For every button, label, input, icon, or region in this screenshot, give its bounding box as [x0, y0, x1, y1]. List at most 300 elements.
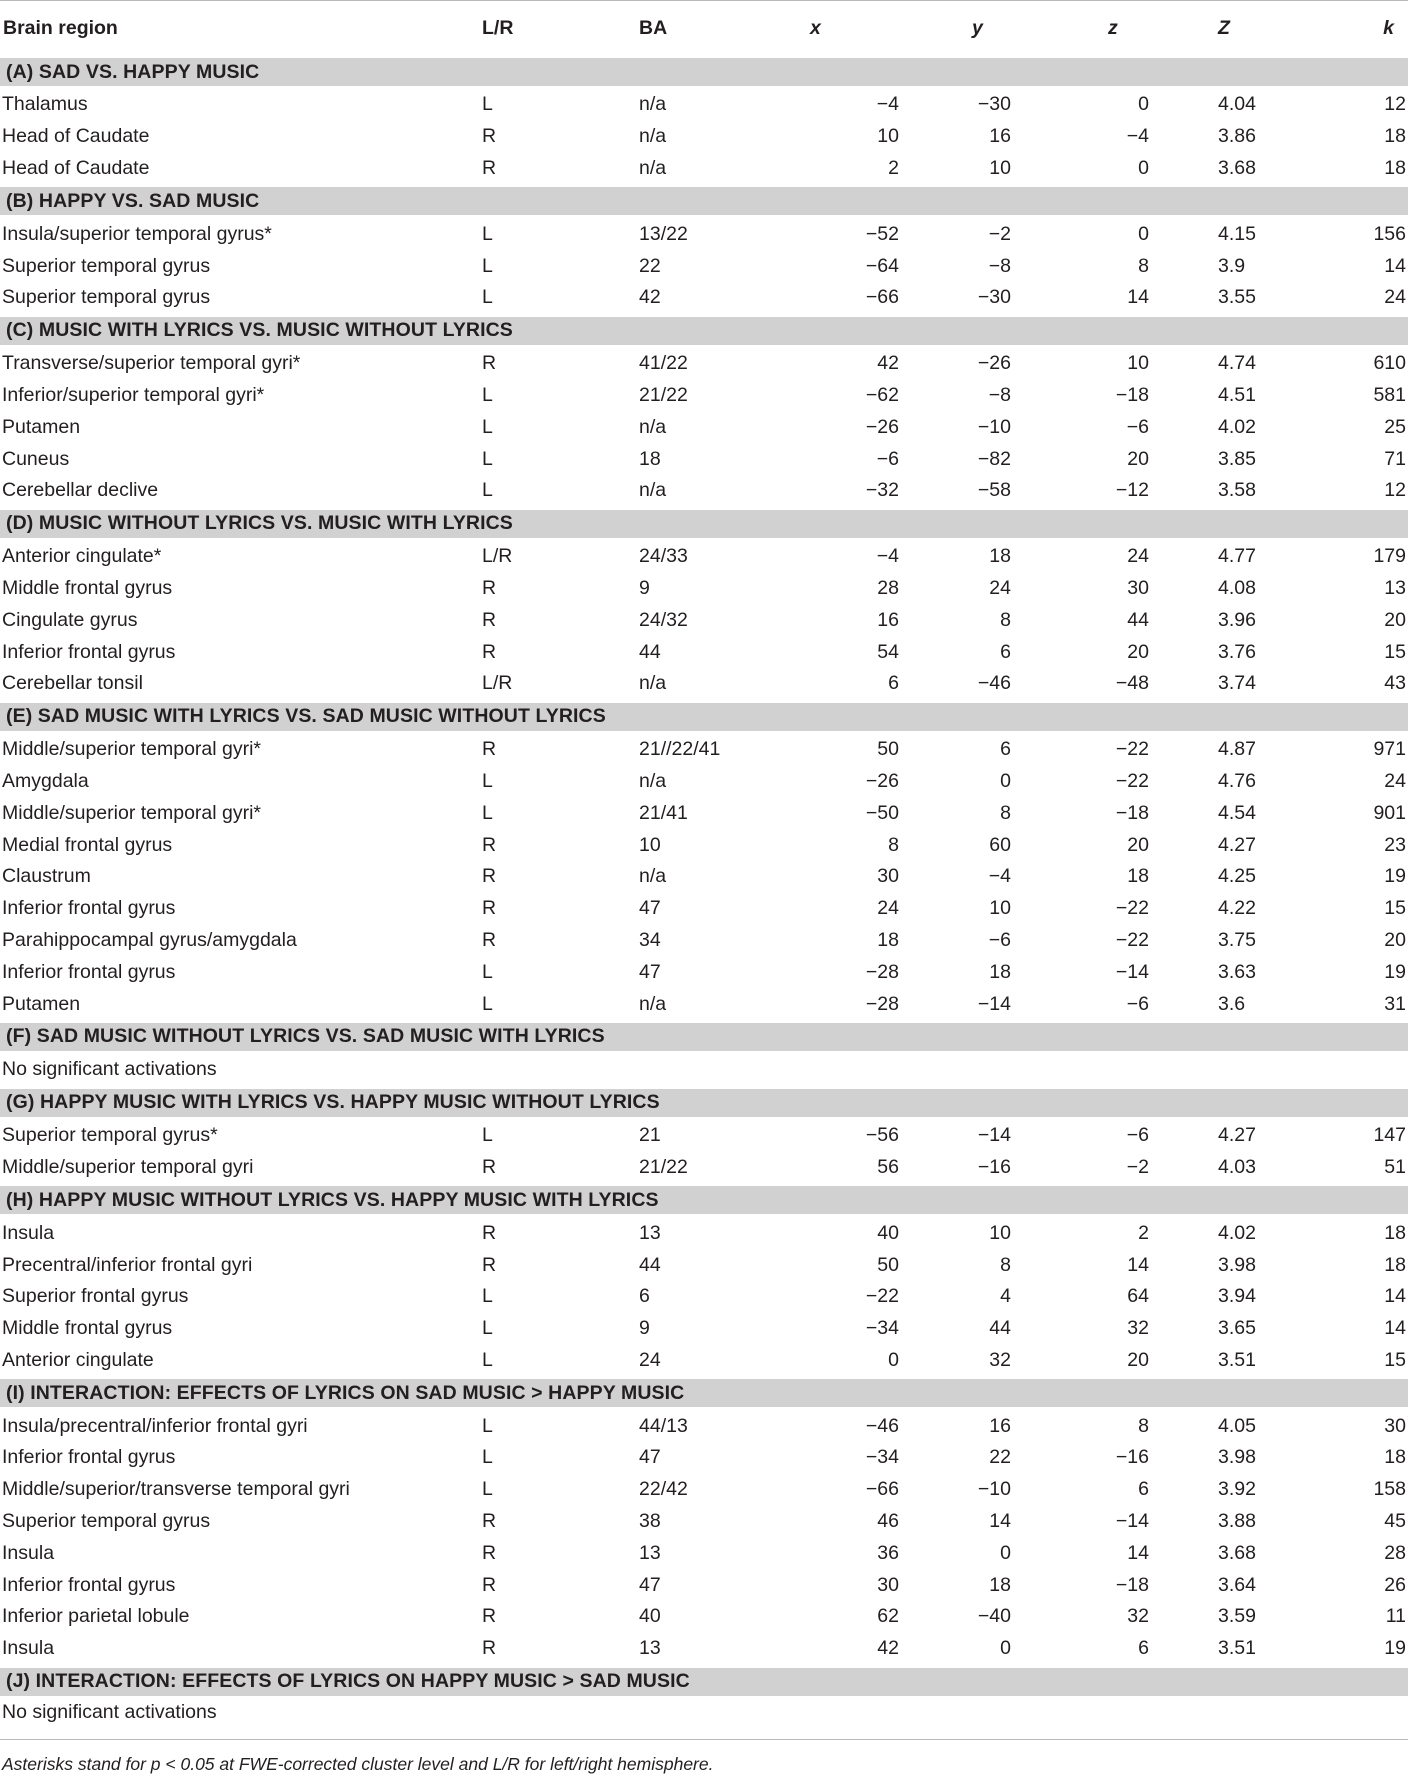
cell-z: 24	[1127, 545, 1149, 568]
cell-cluster-size: 18	[1384, 1221, 1406, 1244]
table-row	[0, 1281, 1408, 1313]
cell-Z-score: 3.75	[1218, 928, 1256, 951]
cell-hemisphere: R	[482, 1253, 497, 1276]
cell-z: −22	[1115, 738, 1149, 761]
cell-z: 30	[1127, 576, 1149, 599]
cell-hemisphere: L	[482, 801, 493, 824]
cell-x: −34	[865, 1446, 899, 1469]
cell-Z-score: 3.88	[1218, 1510, 1256, 1533]
cell-y: 60	[989, 833, 1011, 856]
section-title: (I) INTERACTION: EFFECTS OF LYRICS ON SAD MUSIC > HAPPY MUSIC	[0, 1378, 1408, 1409]
cell-cluster-size: 12	[1384, 93, 1406, 116]
cell-brodmann-area: 21/41	[639, 801, 688, 824]
cell-hemisphere: R	[482, 865, 497, 888]
cell-brain-region: Inferior/superior temporal gyri*	[2, 383, 265, 406]
cell-brain-region: Cuneus	[2, 447, 70, 470]
cell-x: −64	[865, 254, 899, 277]
cell-x: 46	[877, 1510, 899, 1533]
table-row	[0, 1601, 1408, 1633]
cell-Z-score: 3.55	[1218, 286, 1256, 309]
cell-Z-score: 3.76	[1218, 640, 1256, 663]
section-header-row	[0, 315, 1408, 346]
cell-brain-region: Middle/superior/transverse temporal gyri	[2, 1478, 350, 1501]
cell-hemisphere: L	[482, 1124, 493, 1147]
cell-hemisphere: R	[482, 576, 497, 599]
section-title: (H) HAPPY MUSIC WITHOUT LYRICS VS. HAPPY MUSIC WITH LYRICS	[0, 1185, 1408, 1216]
cell-x: 2	[888, 156, 899, 179]
table-row	[0, 250, 1408, 282]
cell-cluster-size: 147	[1373, 1124, 1406, 1147]
cell-cluster-size: 26	[1384, 1573, 1406, 1596]
section-title: (F) SAD MUSIC WITHOUT LYRICS VS. SAD MUSIC WITH LYRICS	[0, 1021, 1408, 1052]
table-row	[0, 732, 1408, 765]
cell-brodmann-area: 47	[639, 897, 661, 920]
cell-x: −66	[865, 1478, 899, 1501]
cell-y: −46	[977, 672, 1011, 695]
no-activations-note: No significant activations	[0, 1697, 1408, 1739]
cell-brain-region: Inferior frontal gyrus	[2, 897, 176, 920]
cell-z: 14	[1127, 1253, 1149, 1276]
cell-cluster-size: 18	[1384, 1253, 1406, 1276]
cell-brain-region: Middle/superior temporal gyri	[2, 1155, 254, 1178]
cell-y: 6	[1000, 640, 1011, 663]
cell-brodmann-area: 47	[639, 1573, 661, 1596]
cell-x: 8	[888, 833, 899, 856]
cell-z: −22	[1115, 928, 1149, 951]
cell-brodmann-area: 40	[639, 1605, 661, 1628]
cell-cluster-size: 18	[1384, 156, 1406, 179]
cell-Z-score: 4.05	[1218, 1414, 1256, 1437]
cell-brain-region: Amygdala	[2, 769, 89, 792]
header-row	[0, 1, 1408, 57]
cell-cluster-size: 23	[1384, 833, 1406, 856]
cell-hemisphere: R	[482, 608, 497, 631]
cell-z: 20	[1127, 447, 1149, 470]
cell-Z-score: 3.64	[1218, 1573, 1256, 1596]
section-header-row	[0, 1185, 1408, 1216]
cell-brodmann-area: 41/22	[639, 352, 688, 375]
section-title: (C) MUSIC WITH LYRICS VS. MUSIC WITHOUT LYRICS	[0, 315, 1408, 346]
cell-y: 4	[1000, 1285, 1011, 1308]
cell-y: −14	[977, 992, 1011, 1015]
cell-cluster-size: 610	[1373, 352, 1406, 375]
cell-y: 6	[1000, 738, 1011, 761]
cell-y: 18	[989, 545, 1011, 568]
table-footnote: Asterisks stand for p < 0.05 at FWE-corrected cluster level and L/R for left/right hemisphere.	[2, 1753, 714, 1774]
cell-hemisphere: R	[482, 738, 497, 761]
cell-Z-score: 4.25	[1218, 865, 1256, 888]
table-row	[0, 1216, 1408, 1249]
cell-y: 18	[989, 960, 1011, 983]
cell-Z-score: 4.74	[1218, 352, 1256, 375]
cell-hemisphere: L	[482, 992, 493, 1015]
cell-hemisphere: R	[482, 897, 497, 920]
cell-cluster-size: 19	[1384, 1637, 1406, 1660]
table-row	[0, 1442, 1408, 1474]
cell-Z-score: 4.27	[1218, 1124, 1256, 1147]
table-row	[0, 539, 1408, 572]
cell-z: 0	[1138, 222, 1149, 245]
cell-x: −62	[865, 383, 899, 406]
cell-z: −16	[1115, 1446, 1149, 1469]
cell-Z-score: 3.58	[1218, 479, 1256, 502]
cell-Z-score: 3.68	[1218, 156, 1256, 179]
table-row	[0, 668, 1408, 701]
cell-brain-region: Inferior frontal gyrus	[2, 960, 176, 983]
cell-Z-score: 3.9	[1218, 254, 1246, 277]
cell-x: 62	[877, 1605, 899, 1628]
cell-x: −4	[876, 93, 899, 116]
table-row	[0, 1313, 1408, 1345]
cell-Z-score: 3.51	[1218, 1348, 1256, 1371]
cell-z: 8	[1138, 254, 1149, 277]
cell-brain-region: Inferior frontal gyrus	[2, 640, 176, 663]
cell-brodmann-area: 42	[639, 286, 661, 309]
cell-x: −4	[876, 545, 899, 568]
cell-cluster-size: 71	[1384, 447, 1406, 470]
cell-cluster-size: 14	[1384, 254, 1406, 277]
cell-cluster-size: 15	[1384, 897, 1406, 920]
cell-Z-score: 4.22	[1218, 897, 1256, 920]
cell-cluster-size: 24	[1384, 769, 1406, 792]
cell-cluster-size: 20	[1384, 608, 1406, 631]
section-header-row	[0, 57, 1408, 88]
cell-hemisphere: R	[482, 156, 497, 179]
cell-Z-score: 4.87	[1218, 738, 1256, 761]
cell-z: −6	[1126, 415, 1149, 438]
cell-Z-score: 4.54	[1218, 801, 1256, 824]
cell-z: 2	[1138, 1221, 1149, 1244]
cell-brodmann-area: n/a	[639, 125, 667, 148]
cell-x: 42	[877, 352, 899, 375]
cell-y: 44	[989, 1317, 1011, 1340]
cell-brain-region: Transverse/superior temporal gyri*	[2, 352, 301, 375]
cell-brain-region: Cerebellar tonsil	[2, 672, 143, 695]
table-row	[0, 956, 1408, 988]
table-row	[0, 1537, 1408, 1569]
cell-hemisphere: L	[482, 254, 493, 277]
cell-cluster-size: 581	[1373, 383, 1406, 406]
cell-z: 6	[1138, 1637, 1149, 1660]
cell-x: −50	[865, 801, 899, 824]
cell-hemisphere: R	[482, 1510, 497, 1533]
cell-x: −28	[865, 960, 899, 983]
cell-x: 42	[877, 1637, 899, 1660]
cell-Z-score: 3.65	[1218, 1317, 1256, 1340]
cell-hemisphere: R	[482, 928, 497, 951]
cell-brain-region: Inferior frontal gyrus	[2, 1446, 176, 1469]
cell-hemisphere: R	[482, 1155, 497, 1178]
cell-x: 0	[888, 1348, 899, 1371]
cell-Z-score: 3.92	[1218, 1478, 1256, 1501]
cell-cluster-size: 15	[1384, 1348, 1406, 1371]
cell-hemisphere: L	[482, 1285, 493, 1308]
cell-cluster-size: 20	[1384, 928, 1406, 951]
cell-brodmann-area: 10	[639, 833, 661, 856]
cell-brodmann-area: 21//22/41	[639, 738, 721, 761]
table-row	[0, 475, 1408, 508]
table-row	[0, 1249, 1408, 1281]
cell-brain-region: Superior temporal gyrus	[2, 254, 211, 277]
cell-z: 0	[1138, 93, 1149, 116]
cell-Z-score: 4.15	[1218, 222, 1256, 245]
cell-x: −34	[865, 1317, 899, 1340]
cell-cluster-size: 158	[1373, 1478, 1406, 1501]
cell-brodmann-area: 18	[639, 447, 661, 470]
header-y: y	[920, 1, 1056, 57]
cell-brodmann-area: 13	[639, 1221, 661, 1244]
cell-brain-region: Anterior cingulate*	[2, 545, 162, 568]
cell-y: 8	[1000, 801, 1011, 824]
cell-cluster-size: 51	[1384, 1155, 1406, 1178]
cell-z: 18	[1127, 865, 1149, 888]
cell-y: 16	[989, 1414, 1011, 1437]
cell-brain-region: Medial frontal gyrus	[2, 833, 173, 856]
section-header-row	[0, 1378, 1408, 1409]
cell-x: 56	[877, 1155, 899, 1178]
cell-brodmann-area: 44	[639, 1253, 661, 1276]
cell-brain-region: Precentral/inferior frontal gyri	[2, 1253, 253, 1276]
cell-cluster-size: 179	[1373, 545, 1406, 568]
cell-hemisphere: R	[482, 1605, 497, 1628]
cell-z: −18	[1115, 1573, 1149, 1596]
cell-cluster-size: 11	[1385, 1605, 1406, 1628]
cell-y: −30	[977, 93, 1011, 116]
cell-z: 32	[1127, 1605, 1149, 1628]
section-header-row	[0, 1666, 1408, 1697]
cell-hemisphere: R	[482, 1573, 497, 1596]
cell-z: 8	[1138, 1414, 1149, 1437]
cell-brain-region: Putamen	[2, 992, 81, 1015]
cell-brodmann-area: 22/42	[639, 1478, 688, 1501]
cell-cluster-size: 13	[1384, 576, 1406, 599]
cell-z: −2	[1126, 1155, 1149, 1178]
cell-hemisphere: L	[482, 1478, 493, 1501]
cell-brain-region: Cingulate gyrus	[2, 608, 138, 631]
cell-z: 44	[1127, 608, 1149, 631]
cell-brodmann-area: 6	[639, 1285, 650, 1308]
cell-z: −14	[1115, 960, 1149, 983]
cell-x: 40	[877, 1221, 899, 1244]
cell-Z-score: 4.77	[1218, 545, 1256, 568]
cell-hemisphere: L	[482, 1446, 493, 1469]
cell-brain-region: Claustrum	[2, 865, 91, 888]
cell-z: 20	[1127, 833, 1149, 856]
cell-cluster-size: 15	[1384, 640, 1406, 663]
table-row	[0, 604, 1408, 636]
cell-x: 10	[877, 125, 899, 148]
cell-cluster-size: 901	[1373, 801, 1406, 824]
cell-brain-region: Middle frontal gyrus	[2, 576, 173, 599]
cell-z: 14	[1127, 286, 1149, 309]
cell-cluster-size: 19	[1384, 865, 1406, 888]
cell-z: −14	[1115, 1510, 1149, 1533]
cell-Z-score: 3.51	[1218, 1637, 1256, 1660]
cell-cluster-size: 14	[1384, 1285, 1406, 1308]
cell-cluster-size: 30	[1384, 1414, 1406, 1437]
cell-y: 32	[989, 1348, 1011, 1371]
cell-brodmann-area: n/a	[639, 992, 667, 1015]
cell-brodmann-area: 21/22	[639, 1155, 688, 1178]
cell-Z-score: 4.02	[1218, 1221, 1256, 1244]
cell-hemisphere: L	[482, 286, 493, 309]
table-row	[0, 573, 1408, 605]
section-header-row	[0, 508, 1408, 539]
cell-hemisphere: L	[482, 415, 493, 438]
cell-brain-region: Insula	[2, 1221, 55, 1244]
cell-brodmann-area: 13/22	[639, 222, 688, 245]
table-row	[0, 1506, 1408, 1538]
cell-hemisphere: R	[482, 833, 497, 856]
cell-brain-region: Superior temporal gyrus	[2, 1510, 211, 1533]
cell-x: 30	[877, 1573, 899, 1596]
cell-hemisphere: R	[482, 352, 497, 375]
table-row	[0, 893, 1408, 925]
header-Z-score: Z	[1196, 1, 1314, 57]
table-row	[0, 380, 1408, 412]
cell-brain-region: Inferior frontal gyrus	[2, 1573, 176, 1596]
table-row	[0, 121, 1408, 153]
cell-y: −58	[977, 479, 1011, 502]
cell-y: 24	[989, 576, 1011, 599]
section-title: (G) HAPPY MUSIC WITH LYRICS VS. HAPPY MUSIC WITHOUT LYRICS	[0, 1087, 1408, 1118]
cell-cluster-size: 24	[1384, 286, 1406, 309]
section-header-row	[0, 1087, 1408, 1118]
cell-y: 18	[989, 1573, 1011, 1596]
cell-y: −40	[977, 1605, 1011, 1628]
cell-z: −4	[1126, 125, 1149, 148]
cell-Z-score: 3.86	[1218, 125, 1256, 148]
section-title: (J) INTERACTION: EFFECTS OF LYRICS ON HAPPY MUSIC > SAD MUSIC	[0, 1666, 1408, 1697]
cell-y: 0	[1000, 769, 1011, 792]
cell-brodmann-area: 24	[639, 1348, 661, 1371]
cell-brain-region: Superior temporal gyrus*	[2, 1124, 218, 1147]
cell-cluster-size: 28	[1384, 1541, 1406, 1564]
cell-y: −14	[977, 1124, 1011, 1147]
cell-x: 36	[877, 1541, 899, 1564]
cell-z: 10	[1127, 352, 1149, 375]
cell-x: −6	[876, 447, 899, 470]
cell-Z-score: 4.76	[1218, 769, 1256, 792]
cell-brain-region: Head of Caudate	[2, 156, 150, 179]
cell-brodmann-area: 44	[639, 640, 661, 663]
section-title: (B) HAPPY VS. SAD MUSIC	[0, 186, 1408, 217]
table-row	[0, 1569, 1408, 1601]
section-title: (E) SAD MUSIC WITH LYRICS VS. SAD MUSIC WITHOUT LYRICS	[0, 701, 1408, 732]
cell-brodmann-area: 9	[639, 1317, 650, 1340]
cell-Z-score: 4.27	[1218, 833, 1256, 856]
cell-y: −26	[977, 352, 1011, 375]
cell-brain-region: Anterior cingulate	[2, 1348, 154, 1371]
cell-hemisphere: L	[482, 383, 493, 406]
cell-Z-score: 4.51	[1218, 383, 1256, 406]
cell-x: −46	[865, 1414, 899, 1437]
cell-brain-region: Superior frontal gyrus	[2, 1285, 189, 1308]
cell-brain-region: Middle/superior temporal gyri*	[2, 738, 262, 761]
no-activations-row	[0, 1052, 1408, 1087]
cell-x: 50	[877, 1253, 899, 1276]
cell-Z-score: 4.02	[1218, 415, 1256, 438]
cell-Z-score: 4.08	[1218, 576, 1256, 599]
cell-brodmann-area: n/a	[639, 865, 667, 888]
cell-brain-region: Inferior parietal lobule	[2, 1605, 190, 1628]
cell-brodmann-area: n/a	[639, 769, 667, 792]
cell-cluster-size: 156	[1373, 222, 1406, 245]
table-body	[0, 57, 1408, 1740]
cell-hemisphere: L	[482, 1317, 493, 1340]
table-row	[0, 88, 1408, 121]
cell-hemisphere: L	[482, 479, 493, 502]
cell-y: 0	[1000, 1541, 1011, 1564]
no-activations-note: No significant activations	[2, 1058, 217, 1081]
cell-brodmann-area: 21/22	[639, 383, 688, 406]
cell-Z-score: 3.98	[1218, 1446, 1256, 1469]
cell-y: −6	[988, 928, 1011, 951]
cell-x: 24	[877, 897, 899, 920]
cell-x: −26	[865, 769, 899, 792]
cell-z: −18	[1115, 801, 1149, 824]
cell-x: 6	[888, 672, 899, 695]
table-row	[0, 282, 1408, 315]
cell-brain-region: Middle frontal gyrus	[2, 1317, 173, 1340]
cell-z: −22	[1115, 769, 1149, 792]
cell-y: −8	[988, 383, 1011, 406]
cell-y: 16	[989, 125, 1011, 148]
cell-Z-score: 4.04	[1218, 93, 1256, 116]
cell-y: −4	[988, 865, 1011, 888]
cell-z: −48	[1115, 672, 1149, 695]
cell-y: −10	[977, 415, 1011, 438]
cell-y: −82	[977, 447, 1011, 470]
cell-Z-score: 3.98	[1218, 1253, 1256, 1276]
cell-cluster-size: 19	[1384, 960, 1406, 983]
table-row	[0, 1118, 1408, 1151]
cell-hemisphere: R	[482, 1637, 497, 1660]
cell-y: 8	[1000, 608, 1011, 631]
table-row	[0, 153, 1408, 186]
cell-cluster-size: 14	[1384, 1317, 1406, 1340]
cell-cluster-size: 45	[1384, 1510, 1406, 1533]
cell-cluster-size: 971	[1373, 738, 1406, 761]
cell-cluster-size: 12	[1384, 479, 1406, 502]
cell-brain-region: Head of Caudate	[2, 125, 150, 148]
cell-y: −8	[988, 254, 1011, 277]
cell-z: 20	[1127, 1348, 1149, 1371]
cell-hemisphere: R	[482, 1221, 497, 1244]
cell-y: 10	[989, 156, 1011, 179]
header-brodmann-area: BA	[614, 1, 784, 57]
cell-brain-region: Insula	[2, 1637, 55, 1660]
cell-x: −28	[865, 992, 899, 1015]
table-row	[0, 797, 1408, 829]
table-header	[0, 1, 1408, 57]
header-z: z	[1056, 1, 1196, 57]
cell-x: 54	[877, 640, 899, 663]
cell-Z-score: 3.59	[1218, 1605, 1256, 1628]
table-row	[0, 1152, 1408, 1185]
cell-brain-region: Cerebellar declive	[2, 479, 159, 502]
cell-y: 14	[989, 1510, 1011, 1533]
cell-Z-score: 3.6	[1218, 992, 1246, 1015]
cell-x: −32	[865, 479, 899, 502]
cell-hemisphere: L	[482, 1348, 493, 1371]
cell-brodmann-area: n/a	[639, 156, 667, 179]
cell-z: −12	[1115, 479, 1149, 502]
cell-x: 16	[877, 608, 899, 631]
cell-brain-region: Thalamus	[2, 93, 88, 116]
cell-brain-region: Middle/superior temporal gyri*	[2, 801, 262, 824]
section-title: (A) SAD VS. HAPPY MUSIC	[0, 57, 1408, 88]
